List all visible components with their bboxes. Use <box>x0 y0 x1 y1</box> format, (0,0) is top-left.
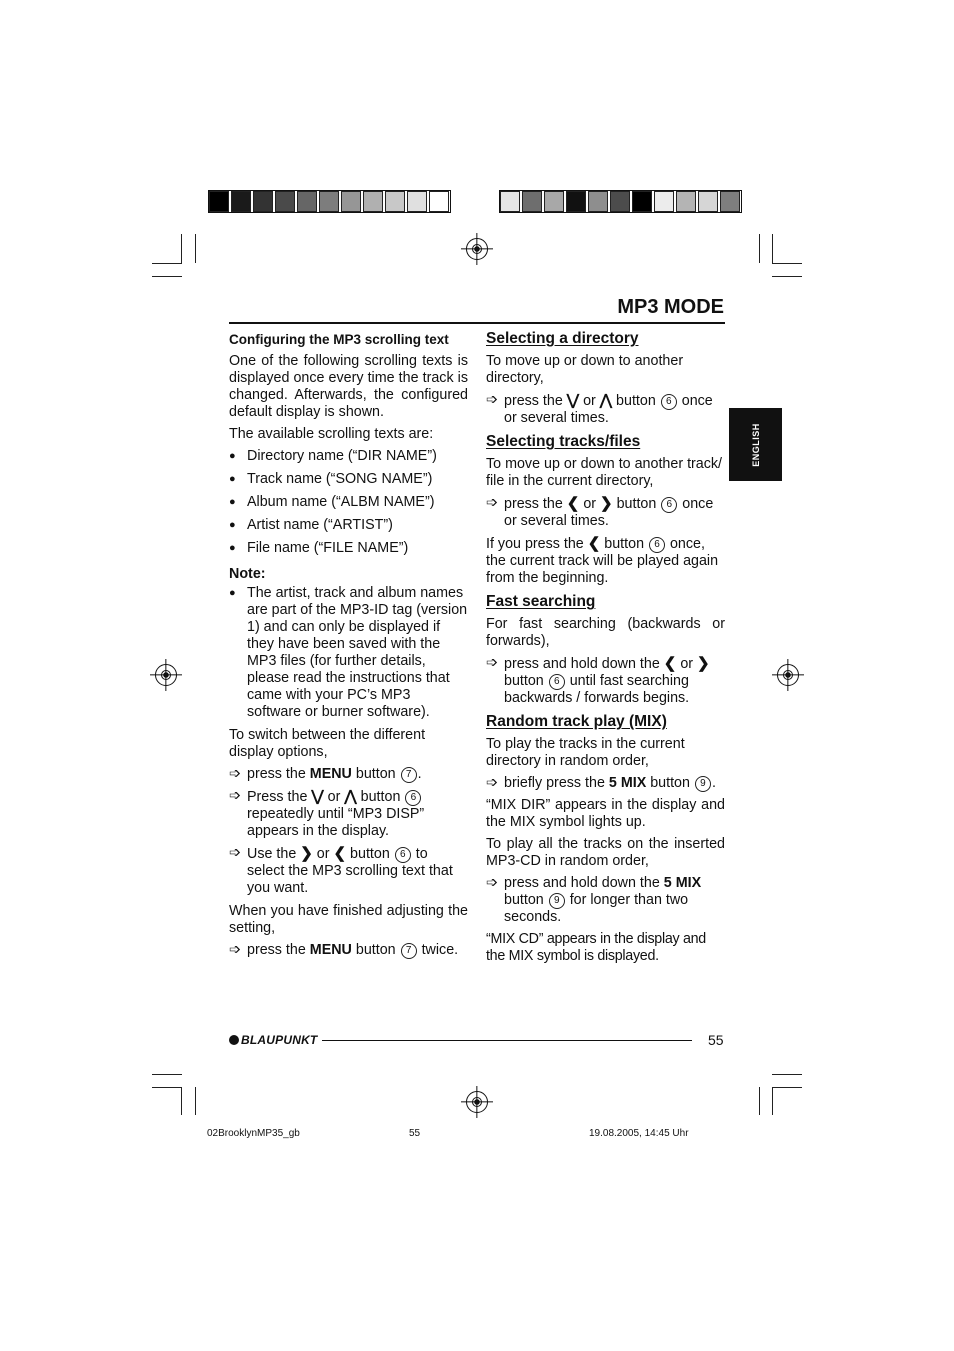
step-item: ➩ briefly press the 5 MIX button 9 . <box>486 775 716 791</box>
arrow-right-icon: ➩ <box>486 392 498 408</box>
button-number: 6 <box>405 790 421 806</box>
chevron-up-icon: ⋀ <box>344 788 357 805</box>
chevron-down-icon: ⋁ <box>311 788 324 805</box>
crop-mark <box>152 276 182 277</box>
list-item: ● Directory name (“DIR NAME”) <box>229 448 468 466</box>
paragraph: When you have finished adjusting the setting, <box>229 903 468 936</box>
paragraph: To move up or down to another track/ file in the current directory, <box>486 456 723 489</box>
page-title: MP3 MODE <box>617 296 724 318</box>
section-heading: Configuring the MP3 scrolling text <box>229 332 449 347</box>
crop-mark <box>195 1087 196 1115</box>
section-heading: Selecting a directory <box>486 330 639 347</box>
section-heading: Fast searching <box>486 593 596 610</box>
arrow-right-icon: ➩ <box>229 788 241 804</box>
note-label: Note: <box>229 566 266 582</box>
step-item: ➩ press and hold down the 5 MIX button 9 for longer than two seconds. <box>486 875 702 925</box>
print-slug-date: 19.08.2005, 14:45 Uhr <box>589 1128 689 1139</box>
step-item: ➩ press and hold down the ❮ or ❯ button 6 until fast searching backwards / forwards begins. <box>486 655 710 706</box>
step-item: ➩ press the ❮ or ❯ button 6 once or several times. <box>486 495 714 529</box>
page-number: 55 <box>708 1032 724 1048</box>
step-item: ➩ press the MENU button 7 . <box>229 766 422 782</box>
registration-mark-icon <box>466 1091 488 1113</box>
chevron-right-icon: ❯ <box>300 845 313 862</box>
arrow-right-icon: ➩ <box>486 775 498 791</box>
crop-mark <box>759 234 760 263</box>
button-number: 9 <box>549 893 565 909</box>
paragraph: To move up or down to another directory, <box>486 353 684 386</box>
arrow-right-icon: ➩ <box>229 766 241 782</box>
paragraph: If you press the ❮ button 6 once, the current track will be played again from the beginning. <box>486 535 719 586</box>
print-slug-page: 55 <box>409 1128 421 1139</box>
button-number: 7 <box>401 767 417 783</box>
section-heading: Random track play (MIX) <box>486 713 667 730</box>
chevron-right-icon: ❯ <box>697 655 710 672</box>
arrow-right-icon: ➩ <box>229 845 241 861</box>
button-number: 9 <box>695 776 711 792</box>
crop-mark <box>181 234 182 263</box>
section-heading: Selecting tracks/files <box>486 433 641 450</box>
button-number: 6 <box>395 847 411 863</box>
language-tab: ENGLISH <box>729 408 782 481</box>
paragraph: To play the tracks in the current directory in random order, <box>486 736 685 769</box>
note-item: ● The artist, track and album names are part of the MP3-ID tag (version 1) and can only be displayed if they have been saved with the MP3 files (for further details, please read the instructions that came with your PC’s MP3 software or burner software). <box>229 585 468 721</box>
paragraph: “MIX DIR” appears in the display and the MIX symbol lights up. <box>486 797 725 830</box>
brand-logo: BLAUPUNKT <box>229 1033 317 1047</box>
chevron-up-icon: ⋀ <box>599 392 613 409</box>
chevron-left-icon: ❮ <box>663 655 677 672</box>
chevron-left-icon: ❮ <box>566 495 580 512</box>
registration-mark-icon <box>155 664 177 686</box>
bullet-list <box>229 448 468 558</box>
arrow-right-icon: ➩ <box>486 875 498 891</box>
brand-dot-icon <box>229 1035 239 1045</box>
crop-mark <box>152 1087 182 1088</box>
registration-mark-icon <box>777 664 799 686</box>
button-number: 6 <box>649 537 665 553</box>
button-number: 6 <box>661 394 677 410</box>
print-slug-file: 02BrooklynMP35_gb <box>207 1128 300 1139</box>
list-item: ● Track name (“SONG NAME”) <box>229 471 468 489</box>
paragraph: To switch between the different display options, <box>229 727 426 760</box>
paragraph: One of the following scrolling texts is displayed once every time the track is changed. Afterwards, the configured default display is shown. <box>229 353 468 420</box>
crop-mark <box>759 1087 760 1115</box>
arrow-right-icon: ➩ <box>486 495 498 511</box>
crop-mark <box>772 234 773 263</box>
step-item: ➩ press the MENU button 7 twice. <box>229 942 459 958</box>
button-number: 7 <box>401 943 417 959</box>
arrow-right-icon: ➩ <box>486 655 498 671</box>
arrow-right-icon: ➩ <box>229 942 241 958</box>
crop-mark <box>772 1087 802 1088</box>
list-item: ● File name (“FILE NAME”) <box>229 540 468 558</box>
header-rule <box>229 322 725 324</box>
footer-rule <box>322 1040 692 1041</box>
list-item: ● Artist name (“ARTIST”) <box>229 517 468 535</box>
crop-mark <box>152 1074 182 1075</box>
paragraph: “MIX CD” appears in the display and the MIX symbol is displayed. <box>486 931 706 964</box>
paragraph: For fast searching (backwards or forwards), <box>486 616 725 649</box>
right-column <box>486 329 725 970</box>
crop-mark <box>772 1074 802 1075</box>
chevron-down-icon: ⋁ <box>566 392 580 409</box>
crop-mark <box>152 263 182 264</box>
paragraph: To play all the tracks on the inserted MP3-CD in random order, <box>486 836 725 869</box>
crop-mark <box>772 263 802 264</box>
button-number: 6 <box>549 674 565 690</box>
crop-mark <box>772 276 802 277</box>
step-item: ➩ Use the ❯ or ❮ button 6 to select the MP3 scrolling text that you want. <box>229 845 453 896</box>
crop-mark <box>181 1087 182 1115</box>
chevron-left-icon: ❮ <box>587 535 601 552</box>
chevron-left-icon: ❮ <box>333 845 347 862</box>
color-bar-frame <box>208 190 451 213</box>
step-item: ➩ press the ⋁ or ⋀ button 6 once or several times. <box>486 392 713 426</box>
chevron-right-icon: ❯ <box>600 495 613 512</box>
left-column <box>229 331 468 964</box>
color-bar-frame <box>499 190 742 213</box>
step-item: ➩ Press the ⋁ or ⋀ button 6 repeatedly until “MP3 DISP” appears in the display. <box>229 788 425 839</box>
paragraph: The available scrolling texts are: <box>229 426 434 442</box>
list-item: ● Album name (“ALBM NAME”) <box>229 494 468 512</box>
registration-mark-icon <box>466 238 488 260</box>
button-number: 6 <box>661 497 677 513</box>
crop-mark <box>195 234 196 263</box>
crop-mark <box>772 1087 773 1115</box>
